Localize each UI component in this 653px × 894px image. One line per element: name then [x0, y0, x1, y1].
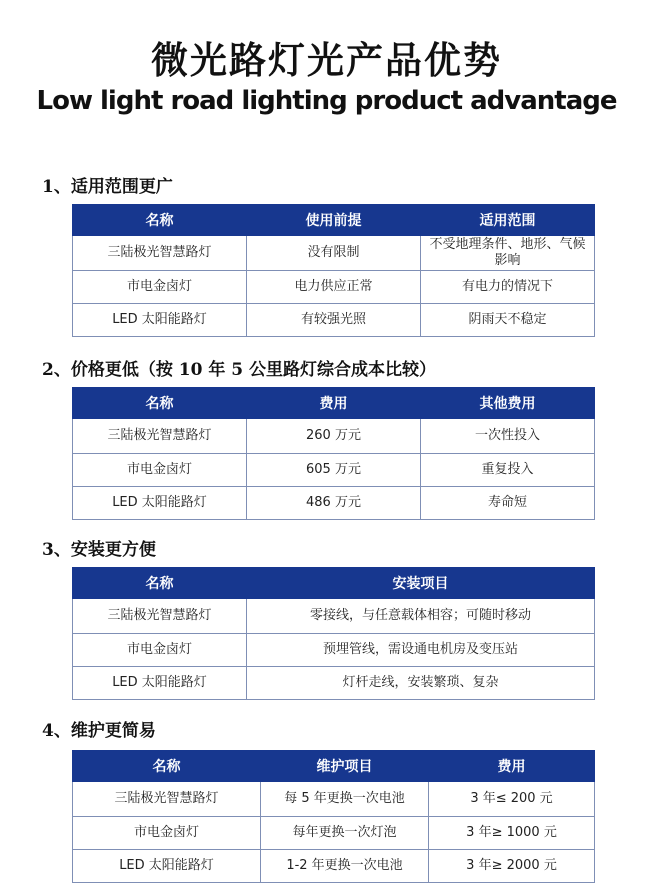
page-title-cn: 微光路灯光产品优势 [151, 39, 502, 82]
table-scope [72, 204, 595, 337]
table-row [73, 667, 595, 700]
cell-name: 市电金卤灯 [73, 454, 247, 487]
column-header-other-cost: 其他费用 [421, 388, 595, 419]
column-header-name: 名称 [73, 388, 247, 419]
cell-maintenance-item: 每 5 年更换一次电池 [261, 782, 429, 817]
table-row [73, 419, 595, 454]
cell-name: 三陆极光智慧路灯 [73, 782, 261, 817]
cell-scope: 阴雨天不稳定 [421, 304, 595, 337]
table-row [73, 304, 595, 337]
cell-name: LED 太阳能路灯 [73, 850, 261, 883]
table-header-row [73, 205, 595, 236]
cell-cost: 3 年≤ 200 元 [429, 782, 595, 817]
cell-name: 市电金卤灯 [73, 634, 247, 667]
column-header-name: 名称 [73, 568, 247, 599]
cell-install-item: 预埋管线，需设通电机房及变压站 [247, 634, 595, 667]
table-row [73, 236, 595, 271]
cell-maintenance-item: 每年更换一次灯泡 [261, 817, 429, 850]
cell-premise: 没有限制 [247, 236, 421, 271]
column-header-name: 名称 [73, 205, 247, 236]
column-header-cost: 费用 [247, 388, 421, 419]
section-heading-scope: 1、适用范围更广 [42, 177, 173, 197]
cell-name: 市电金卤灯 [73, 817, 261, 850]
cell-name: 三陆极光智慧路灯 [73, 599, 247, 634]
cell-premise: 电力供应正常 [247, 271, 421, 304]
page-title-en: Low light road lighting product advantage [36, 86, 617, 116]
table-row [73, 782, 595, 817]
column-header-install-item: 安装项目 [247, 568, 595, 599]
table-row [73, 817, 595, 850]
column-header-premise: 使用前提 [247, 205, 421, 236]
table-row [73, 454, 595, 487]
table-row [73, 271, 595, 304]
table-row [73, 487, 595, 520]
cell-name: LED 太阳能路灯 [73, 667, 247, 700]
table-maintenance [72, 750, 595, 883]
table-install [72, 567, 595, 700]
column-header-name: 名称 [73, 751, 261, 782]
table-price [72, 387, 595, 520]
cell-install-item: 零接线，与任意载体相容；可随时移动 [247, 599, 595, 634]
cell-maintenance-item: 1-2 年更换一次电池 [261, 850, 429, 883]
cell-install-item: 灯杆走线，安装繁琐、复杂 [247, 667, 595, 700]
cell-cost: 486 万元 [247, 487, 421, 520]
section-heading-price: 2、价格更低（按 10 年 5 公里路灯综合成本比较） [42, 360, 436, 380]
cell-name: 三陆极光智慧路灯 [73, 236, 247, 271]
cell-cost: 605 万元 [247, 454, 421, 487]
cell-cost: 260 万元 [247, 419, 421, 454]
table-row [73, 599, 595, 634]
table-row [73, 634, 595, 667]
cell-name: 三陆极光智慧路灯 [73, 419, 247, 454]
cell-other-cost: 重复投入 [421, 454, 595, 487]
table-header-row [73, 568, 595, 599]
section-heading-maintenance: 4、维护更简易 [42, 721, 156, 741]
table-row [73, 850, 595, 883]
cell-other-cost: 寿命短 [421, 487, 595, 520]
cell-scope: 不受地理条件、地形、气候影响 [421, 236, 595, 271]
cell-premise: 有较强光照 [247, 304, 421, 337]
column-header-cost: 费用 [429, 751, 595, 782]
column-header-maintenance-item: 维护项目 [261, 751, 429, 782]
table-header-row [73, 751, 595, 782]
cell-name: LED 太阳能路灯 [73, 304, 247, 337]
cell-scope: 有电力的情况下 [421, 271, 595, 304]
section-heading-install: 3、安装更方便 [42, 540, 156, 560]
table-header-row [73, 388, 595, 419]
cell-name: LED 太阳能路灯 [73, 487, 247, 520]
cell-name: 市电金卤灯 [73, 271, 247, 304]
column-header-scope: 适用范围 [421, 205, 595, 236]
cell-other-cost: 一次性投入 [421, 419, 595, 454]
cell-cost: 3 年≥ 2000 元 [429, 850, 595, 883]
cell-cost: 3 年≥ 1000 元 [429, 817, 595, 850]
